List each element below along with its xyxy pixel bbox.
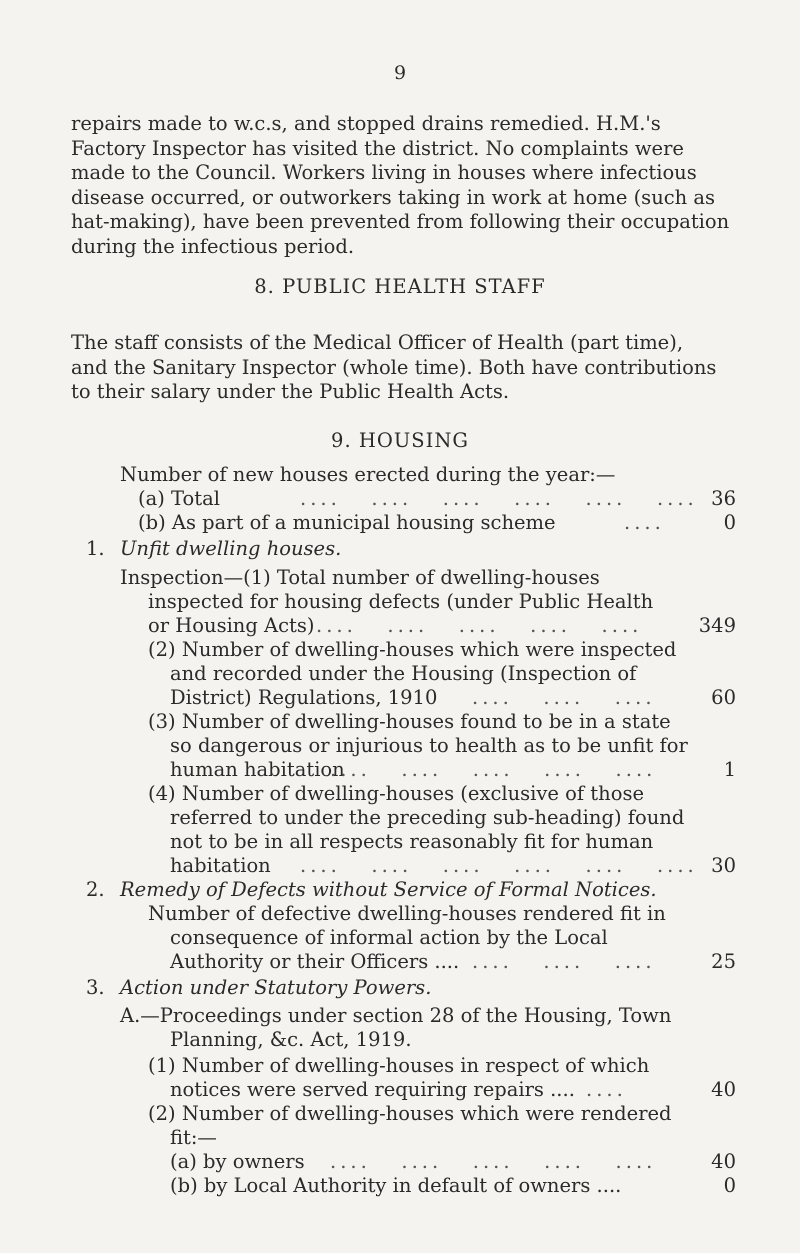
inspection-2-line: (2) Number of dwelling-houses which were inspected [148,638,677,661]
proceedings-line: Planning, &c. Act, 1919. [170,1028,412,1051]
section-8-paragraph [71,331,736,405]
notices-value: 40 [711,1078,736,1101]
text-line: The staff consists of the Medical Officer of Health (part time), [71,331,684,354]
subsection-1-number: 1. [86,537,105,560]
subsection-3-title: Action under Statutory Powers. [120,976,432,999]
leader-dots: .... .... .... .... .... .... [300,487,698,510]
subsection-1-title: Unfit dwelling houses. [120,537,342,560]
inspection-4-value: 30 [711,854,736,877]
remedy-line: consequence of informal action by the Local [170,926,608,949]
leader-dots: .... .... .... .... .... [330,1150,657,1173]
section-9-heading: 9. HOUSING [331,429,469,452]
notices-line: (1) Number of dwelling-houses in respect of which [148,1054,650,1077]
text-line: hat-making), have been prevented from following their occupation [71,210,730,233]
text-line: made to the Council. Workers living in houses where infectious [71,161,697,184]
remedy-value: 25 [711,950,736,973]
leader-dots: .... .... .... .... .... [316,614,643,637]
text-line: Factory Inspector has visited the district. No complaints were [71,136,684,160]
page-number: 9 [393,62,407,84]
leader-dots: .... .... .... .... .... [330,758,657,781]
inspection-3-line: human habitation [170,758,345,781]
owners-label: (a) by owners [170,1150,305,1173]
text-line: repairs made to w.c.s, and stopped drains remedied. H.M.'s [71,112,661,135]
municipal-value: 0 [723,511,736,534]
rendered-fit-line: (2) Number of dwelling-houses which were rendered [148,1102,672,1125]
subsection-2-title: Remedy of Defects without Service of Formal Notices. [120,878,657,901]
leader-dots: .... .... .... .... .... .... [300,854,698,877]
leader-dots: .... .... .... [472,686,656,709]
leader-dots: .... [624,511,665,534]
owners-value: 40 [711,1150,736,1173]
inspection-1-line: Inspection—(1) Total number of dwelling-houses [120,566,600,589]
inspection-2-line: District) Regulations, 1910 [170,686,438,709]
new-houses-label: Number of new houses erected during the year:— [120,463,616,486]
inspection-2-line: and recorded under the Housing (Inspection of [170,662,637,685]
municipal-label: (b) As part of a municipal housing scheme [138,511,556,534]
inspection-1-line: or Housing Acts) [148,614,315,637]
inspection-2-value: 60 [711,686,736,709]
leader-dots: .... .... .... [472,950,656,973]
inspection-4-line: (4) Number of dwelling-houses (exclusive of those [148,782,644,805]
local-authority-value: 0 [723,1174,736,1197]
inspection-3-value: 1 [723,758,736,781]
total-value: 36 [711,487,736,510]
inspection-4-line: not to be in all respects reasonably fit for human [170,830,654,853]
leader-dots: .... [586,1078,627,1101]
inspection-3-line: (3) Number of dwelling-houses found to be in a state [148,710,671,733]
section-8-heading: 8. PUBLIC HEALTH STAFF [254,275,546,298]
subsection-3-number: 3. [86,976,105,999]
inspection-1-line: inspected for housing defects (under Public Health [148,590,654,613]
proceedings-line: A.—Proceedings under section 28 of the Housing, Town [120,1004,672,1027]
local-authority-label: (b) by Local Authority in default of owners .... [170,1174,622,1197]
inspection-1-value: 349 [698,614,736,637]
text-line: disease occurred, or outworkers taking in work at home (such as [71,185,716,209]
rendered-fit-line: fit:— [170,1126,217,1149]
notices-line: notices were served requiring repairs .... [170,1078,575,1101]
remedy-line: Authority or their Officers .... [170,950,460,973]
intro-paragraph [71,112,736,259]
subsection-2-number: 2. [86,878,105,901]
text-line: and the Sanitary Inspector (whole time). Both have contributions [71,355,717,379]
text-line: during the infectious period. [71,234,355,258]
text-line: to their salary under the Public Health Acts. [71,380,510,403]
remedy-line: Number of defective dwelling-houses rendered fit in [148,902,666,925]
inspection-4-line: habitation [170,854,271,877]
inspection-3-line: so dangerous or injurious to health as to be unfit for [170,734,688,757]
total-label: (a) Total [138,487,220,510]
inspection-4-line: referred to under the preceding sub-heading) found [170,806,685,829]
